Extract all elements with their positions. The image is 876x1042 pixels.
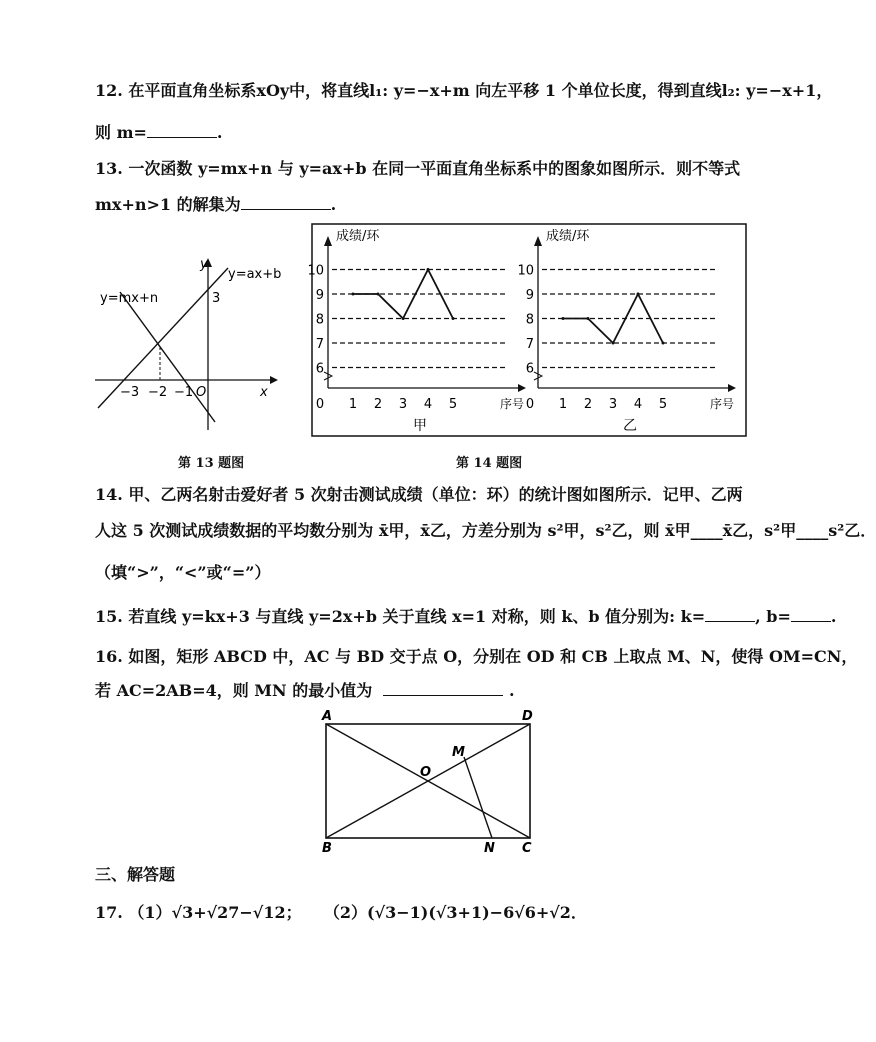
q14-ytick-label: 7	[315, 337, 324, 352]
q14-ytick-label: 9	[525, 288, 534, 303]
q14-data-point	[427, 268, 430, 271]
q14-data-point	[662, 342, 665, 345]
section-3-heading: 三、解答题	[95, 865, 176, 884]
q14-data-point	[612, 342, 615, 345]
q16-figure	[316, 706, 546, 854]
q14-data-point	[562, 317, 565, 320]
q14-xtick-label: 3	[398, 397, 408, 412]
q13-figure	[90, 250, 290, 440]
q14-ytick-label: 7	[525, 337, 534, 352]
q14-ytick-label: 6	[315, 361, 324, 377]
q16-label-m: M	[452, 745, 465, 760]
q14-data-point	[402, 317, 405, 320]
q15-line	[95, 604, 836, 627]
q13-origin: O	[196, 385, 207, 400]
q16-line1: 16. 如图，矩形 ABCD 中，AC 与 BD 交于点 O，分别在 OD 和 CB 上取点 M、N，使得 OM=CN，	[95, 647, 858, 666]
q14-figure	[307, 222, 750, 440]
q14-y-arrow	[534, 236, 542, 246]
q12-line1: 12. 在平面直角坐标系xOy中，将直线l₁: y=−x+m 向左平移 1 个单位长度，得到直线l₂: y=−x+1，	[95, 81, 833, 100]
q14-ylabel: 成绩/环	[336, 229, 380, 244]
q14-x-arrow	[518, 384, 526, 392]
q17-part2: （2）(√3−1)(√3+1)−6√6+√2．	[323, 903, 587, 922]
q13-line2	[95, 192, 336, 215]
q16-suffix: .	[508, 681, 515, 700]
q14-line2: 人这 5 次测试成绩数据的平均数分别为 x̄甲，x̄乙，方差分别为 s²甲，s²乙，则 x̄甲____x̄乙，s²甲____s²乙．	[95, 521, 876, 540]
q14-ytick-label: 6	[525, 361, 534, 377]
q16-label-o: O	[420, 765, 432, 780]
q14-xtick-label: 0	[525, 397, 535, 412]
q14-chart-yi	[517, 228, 736, 434]
q12-prefix: 则 m=	[95, 123, 147, 142]
q14-xtick-label: 1	[348, 397, 358, 412]
q12-line2	[95, 120, 223, 143]
q13-tick-m1: −1	[174, 385, 194, 400]
q15-end: .	[830, 607, 837, 626]
q14-xlabel: 序号	[710, 397, 735, 411]
q13-y-label: y	[200, 257, 208, 272]
q16-line2	[95, 678, 515, 701]
q14-data-point	[377, 293, 380, 296]
q14-ytick-label: 10	[517, 263, 534, 279]
q16-label-a: A	[322, 709, 333, 724]
q13-suffix: .	[330, 195, 337, 214]
q15-text: 15. 若直线 y=kx+3 与直线 y=2x+b 关于直线 x=1 对称，则 k、b 值分别为: k=	[95, 607, 706, 626]
q14-ytick-label: 8	[315, 312, 324, 328]
q15-mid: , b=	[755, 607, 791, 626]
q14-xtick-label: 0	[315, 397, 325, 412]
q16-label-c: C	[522, 841, 532, 856]
q14-x-arrow	[728, 384, 736, 392]
q17-label: 17.	[95, 903, 123, 922]
q13-answer-blank[interactable]	[241, 209, 331, 210]
q14-data-point	[637, 293, 640, 296]
q14-xtick-label: 2	[583, 397, 593, 412]
q14-y-arrow	[324, 236, 332, 246]
q12-answer-blank[interactable]	[147, 137, 217, 138]
q13-tick-3: 3	[212, 291, 221, 306]
q14-xtick-label: 1	[558, 397, 568, 412]
q14-xtick-label: 3	[608, 397, 618, 412]
q14-chart-jia	[307, 228, 526, 434]
q14-line1: 14. 甲、乙两名射击爱好者 5 次射击测试成绩（单位：环）的统计图如图所示．记甲、乙两	[95, 485, 743, 504]
q14-series-name: 乙	[623, 418, 637, 434]
q17-line	[95, 900, 587, 923]
q13-tick-m2: −2	[148, 385, 168, 400]
q15-b-blank[interactable]	[791, 621, 831, 622]
q14-data-point	[452, 317, 455, 320]
q14-xlabel: 序号	[500, 397, 525, 411]
q13-tick-m3: −3	[120, 385, 140, 400]
q12-suffix: .	[216, 123, 223, 142]
q13-prefix: mx+n>1 的解集为	[95, 195, 241, 214]
q14-ytick-label: 9	[315, 288, 324, 303]
q14-xtick-label: 4	[633, 397, 643, 412]
q17-part1: （1）√3+√27−√12；	[128, 903, 302, 922]
q13-label-ax-b: y=ax+b	[228, 267, 282, 282]
q16-prefix: 若 AC=2AB=4，则 MN 的最小值为	[95, 681, 373, 700]
q13-caption: 第 13 题图	[178, 456, 245, 471]
q14-xtick-label: 2	[373, 397, 383, 412]
q14-caption: 第 14 题图	[456, 456, 523, 471]
q16-segment-mn	[464, 757, 492, 838]
q13-x-arrow	[270, 376, 278, 384]
q14-ytick-label: 10	[307, 263, 324, 279]
q16-answer-blank[interactable]	[383, 695, 503, 696]
q14-xtick-label: 5	[658, 397, 668, 412]
q13-line-mx-n	[120, 292, 215, 422]
q14-data-point	[352, 293, 355, 296]
q16-label-n: N	[484, 841, 495, 856]
q13-x-label: x	[260, 385, 268, 400]
q14-data-point	[587, 317, 590, 320]
q14-line3: （填“>”，“<”或“=”）	[95, 563, 271, 582]
q14-xtick-label: 4	[423, 397, 433, 412]
q16-label-b: B	[322, 841, 332, 856]
q14-ylabel: 成绩/环	[546, 229, 590, 244]
q13-label-mx-n: y=mx+n	[100, 291, 159, 306]
q14-xtick-label: 5	[448, 397, 458, 412]
q14-ytick-label: 8	[525, 312, 534, 328]
q15-k-blank[interactable]	[705, 621, 755, 622]
q13-line1: 13. 一次函数 y=mx+n 与 y=ax+b 在同一平面直角坐标系中的图象如图所示．则不等式	[95, 159, 741, 178]
q16-label-d: D	[522, 709, 533, 724]
q14-series-name: 甲	[413, 418, 427, 434]
